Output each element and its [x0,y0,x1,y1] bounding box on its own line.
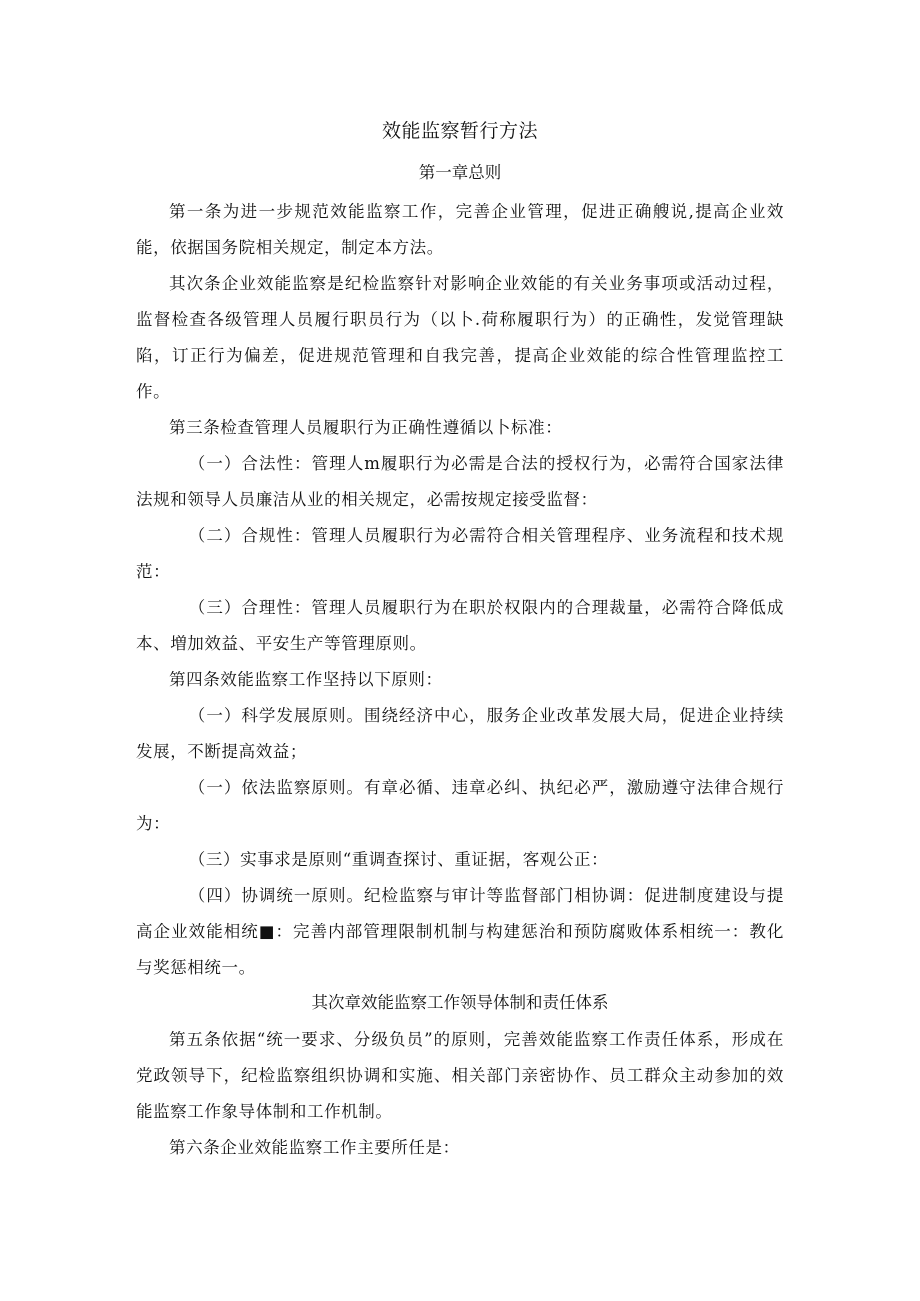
article-5: 第五条依据“统一要求、分级负员”的原则，完善效能监察工作责任体系，形成在党政领导下，纪检监察组织协调和实施、相关部门亲密协作、员工群众主动参加的效能监察工作象导体制和工作机制。 [136,1030,784,1121]
article-3: 第三条检查管理人员履职行为正确性遵循以卜标准： [169,418,563,437]
article-4-item-3: （三）实事求是原则“重调查探讨、重证据，客观公正： [188,850,609,869]
article-3-item-1: （一）合法性：管理人m履职行为必需是合法的授权行为，必需符合国家法律法规和领导人员廉洁从业的相关规定，必需按规定接受监督： [136,454,784,509]
article-4-item-2: （一）依法监察原则。有章必循、违章必纠、执纪必严，激励遵守法律合规行为： [136,778,784,833]
article-1: 第一条为进一步规范效能监察工作，完善企业管理，促进正确艘说,提高企业效能，依据国务院相关规定，制定本方法。 [136,202,784,257]
article-4-item-4: （四）协调统一原则。纪检监察与审计等监督部门相协调：促进制度建设与提高企业效能相统■：完善内部管理限制机制与构建惩治和预防腐败体系相统一：教化与奖惩相统一。 [136,886,784,977]
chapter-heading-1: 第一章总则 [418,163,502,182]
article-4: 第四条效能监察工作坚持以下原则： [169,670,443,689]
article-3-item-2: （二）合规性：管理人员履职行为必需符合相关管理程序、业务流程和技术规范： [136,526,784,581]
document-title: 效能监察暂行方法 [381,120,538,142]
article-3-item-3: （三）合理性：管理人员履职行为在职於权限内的合理裁量，必需符合降低成本、増加效益、平安生产等管理原则。 [136,598,784,653]
article-4-item-1: （一）科学发展原则。围绕经济中心，服务企业改革发展大局，促进企业持续发展，不断提高效益； [136,706,784,761]
chapter-heading-2: 其次章效能监察工作领导体制和责任体系 [311,993,609,1012]
article-2: 其次条企业效能监察是纪检监察针对影响企业效能的有关业务事项或活动过程，监督检查各级管理人员履行职员行为（以卜.荷称履职行为）的正确性，发觉管理缺陷，订正行为偏差，促进规范管理和自我完善，提高企业效能的综合性管理监控工作。 [136,274,784,401]
article-6: 第六条企业效能监察工作主要所任是： [169,1138,460,1157]
